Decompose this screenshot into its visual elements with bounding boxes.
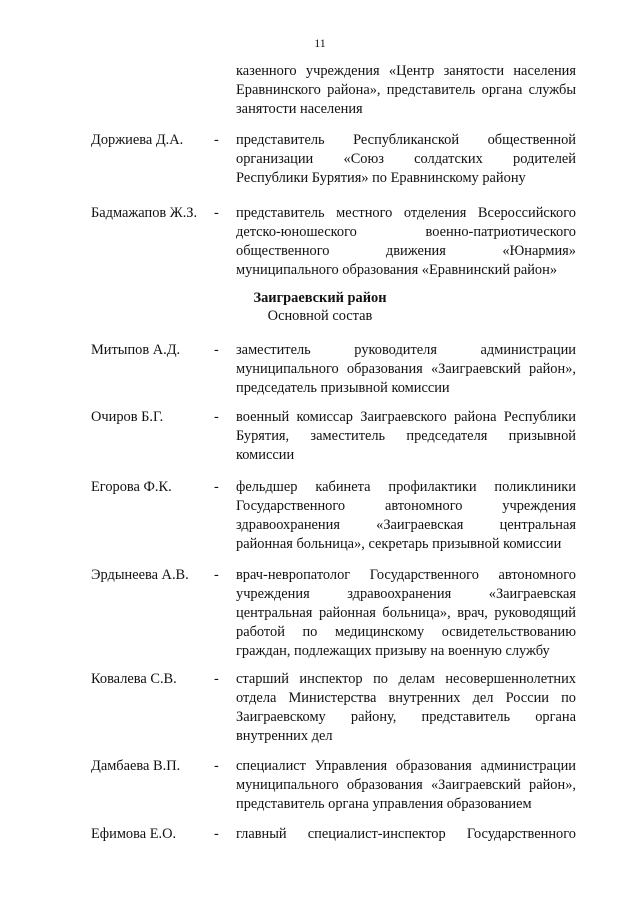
separator-dash: -	[214, 132, 219, 148]
page-number: 11	[314, 36, 326, 50]
text-line: Заиграевскому району, представитель органа	[236, 709, 576, 725]
member-name: Егорова Ф.К.	[91, 479, 172, 495]
section-subtitle: Основной состав	[267, 308, 373, 324]
member-position	[236, 670, 576, 746]
text-line: специалист Управления образования администрации	[236, 758, 576, 774]
member-position	[236, 341, 576, 398]
text-line: занятости населения	[236, 101, 363, 117]
text-line: центральная районная больница», врач, руководящий	[236, 605, 576, 621]
separator-dash: -	[214, 342, 219, 358]
text-line: Государственного автономного учреждения	[236, 498, 576, 514]
separator-dash: -	[214, 479, 219, 495]
member-name: Доржиева Д.А.	[91, 132, 184, 148]
section-title: Заиграевский район	[253, 290, 387, 306]
text-line: казенного учреждения «Центр занятости населения	[236, 63, 576, 79]
text-line: Республики Бурятия» по Еравнинскому району	[236, 170, 526, 186]
member-name: Дамбаева В.П.	[91, 758, 181, 774]
text-line: организации «Союз солдатских родителей	[236, 151, 576, 167]
member-position	[236, 566, 576, 661]
member-name: Ефимова Е.О.	[91, 826, 177, 842]
text-line: муниципального образования «Заиграевский район»,	[236, 361, 576, 377]
separator-dash: -	[214, 567, 219, 583]
member-position	[236, 825, 576, 844]
member-position	[236, 204, 576, 280]
text-line: работой по медицинскому освидетельствованию	[236, 624, 576, 640]
separator-dash: -	[214, 826, 219, 842]
separator-dash: -	[214, 671, 219, 687]
text-line: отдела Министерства внутренних дел России по	[236, 690, 576, 706]
separator-dash: -	[214, 758, 219, 774]
text-line: Бурятия, заместитель председателя призывной	[236, 428, 576, 444]
member-position	[236, 757, 576, 814]
text-line: Еравнинского района», представитель органа службы	[236, 82, 576, 98]
text-line: представитель органа управления образованием	[236, 796, 532, 812]
member-name: Эрдынеева А.В.	[91, 567, 189, 583]
member-name: Митыпов А.Д.	[91, 342, 181, 358]
text-line: муниципального образования «Еравнинский район»	[236, 262, 558, 278]
text-line: районная больница», секретарь призывной комиссии	[236, 536, 562, 552]
text-line: граждан, подлежащих призыву на военную службу	[236, 643, 550, 659]
member-position	[236, 408, 576, 465]
text-line: главный специалист-инспектор Государственного	[236, 826, 576, 842]
text-line: общественного движения «Юнармия»	[236, 243, 576, 259]
member-name: Бадмажапов Ж.З.	[91, 205, 198, 221]
text-line: внутренних дел	[236, 728, 333, 744]
member-name: Ковалева С.В.	[91, 671, 177, 687]
member-position	[236, 478, 576, 554]
text-line: муниципального образования «Заиграевский район»,	[236, 777, 576, 793]
text-line: комиссии	[236, 447, 295, 463]
text-line: военный комиссар Заиграевского района Республики	[236, 409, 576, 425]
text-line: детско-юношеского военно-патриотического	[236, 224, 576, 240]
text-line: фельдшер кабинета профилактики поликлиники	[236, 479, 576, 495]
separator-dash: -	[214, 409, 219, 425]
member-name: Очиров Б.Г.	[91, 409, 164, 425]
member-position	[236, 131, 576, 188]
text-line: старший инспектор по делам несовершеннолетних	[236, 671, 576, 687]
text-line: представитель Республиканской общественной	[236, 132, 576, 148]
text-line: представитель местного отделения Всероссийского	[236, 205, 576, 221]
text-line: врач-невропатолог Государственного автономного	[236, 567, 576, 583]
text-line: председатель призывной комиссии	[236, 380, 450, 396]
continuation-paragraph	[236, 62, 576, 119]
text-line: заместитель руководителя администрации	[236, 342, 576, 358]
separator-dash: -	[214, 205, 219, 221]
text-line: учреждения здравоохранения «Заиграевская	[236, 586, 576, 602]
text-line: здравоохранения «Заиграевская центральная	[236, 517, 576, 533]
